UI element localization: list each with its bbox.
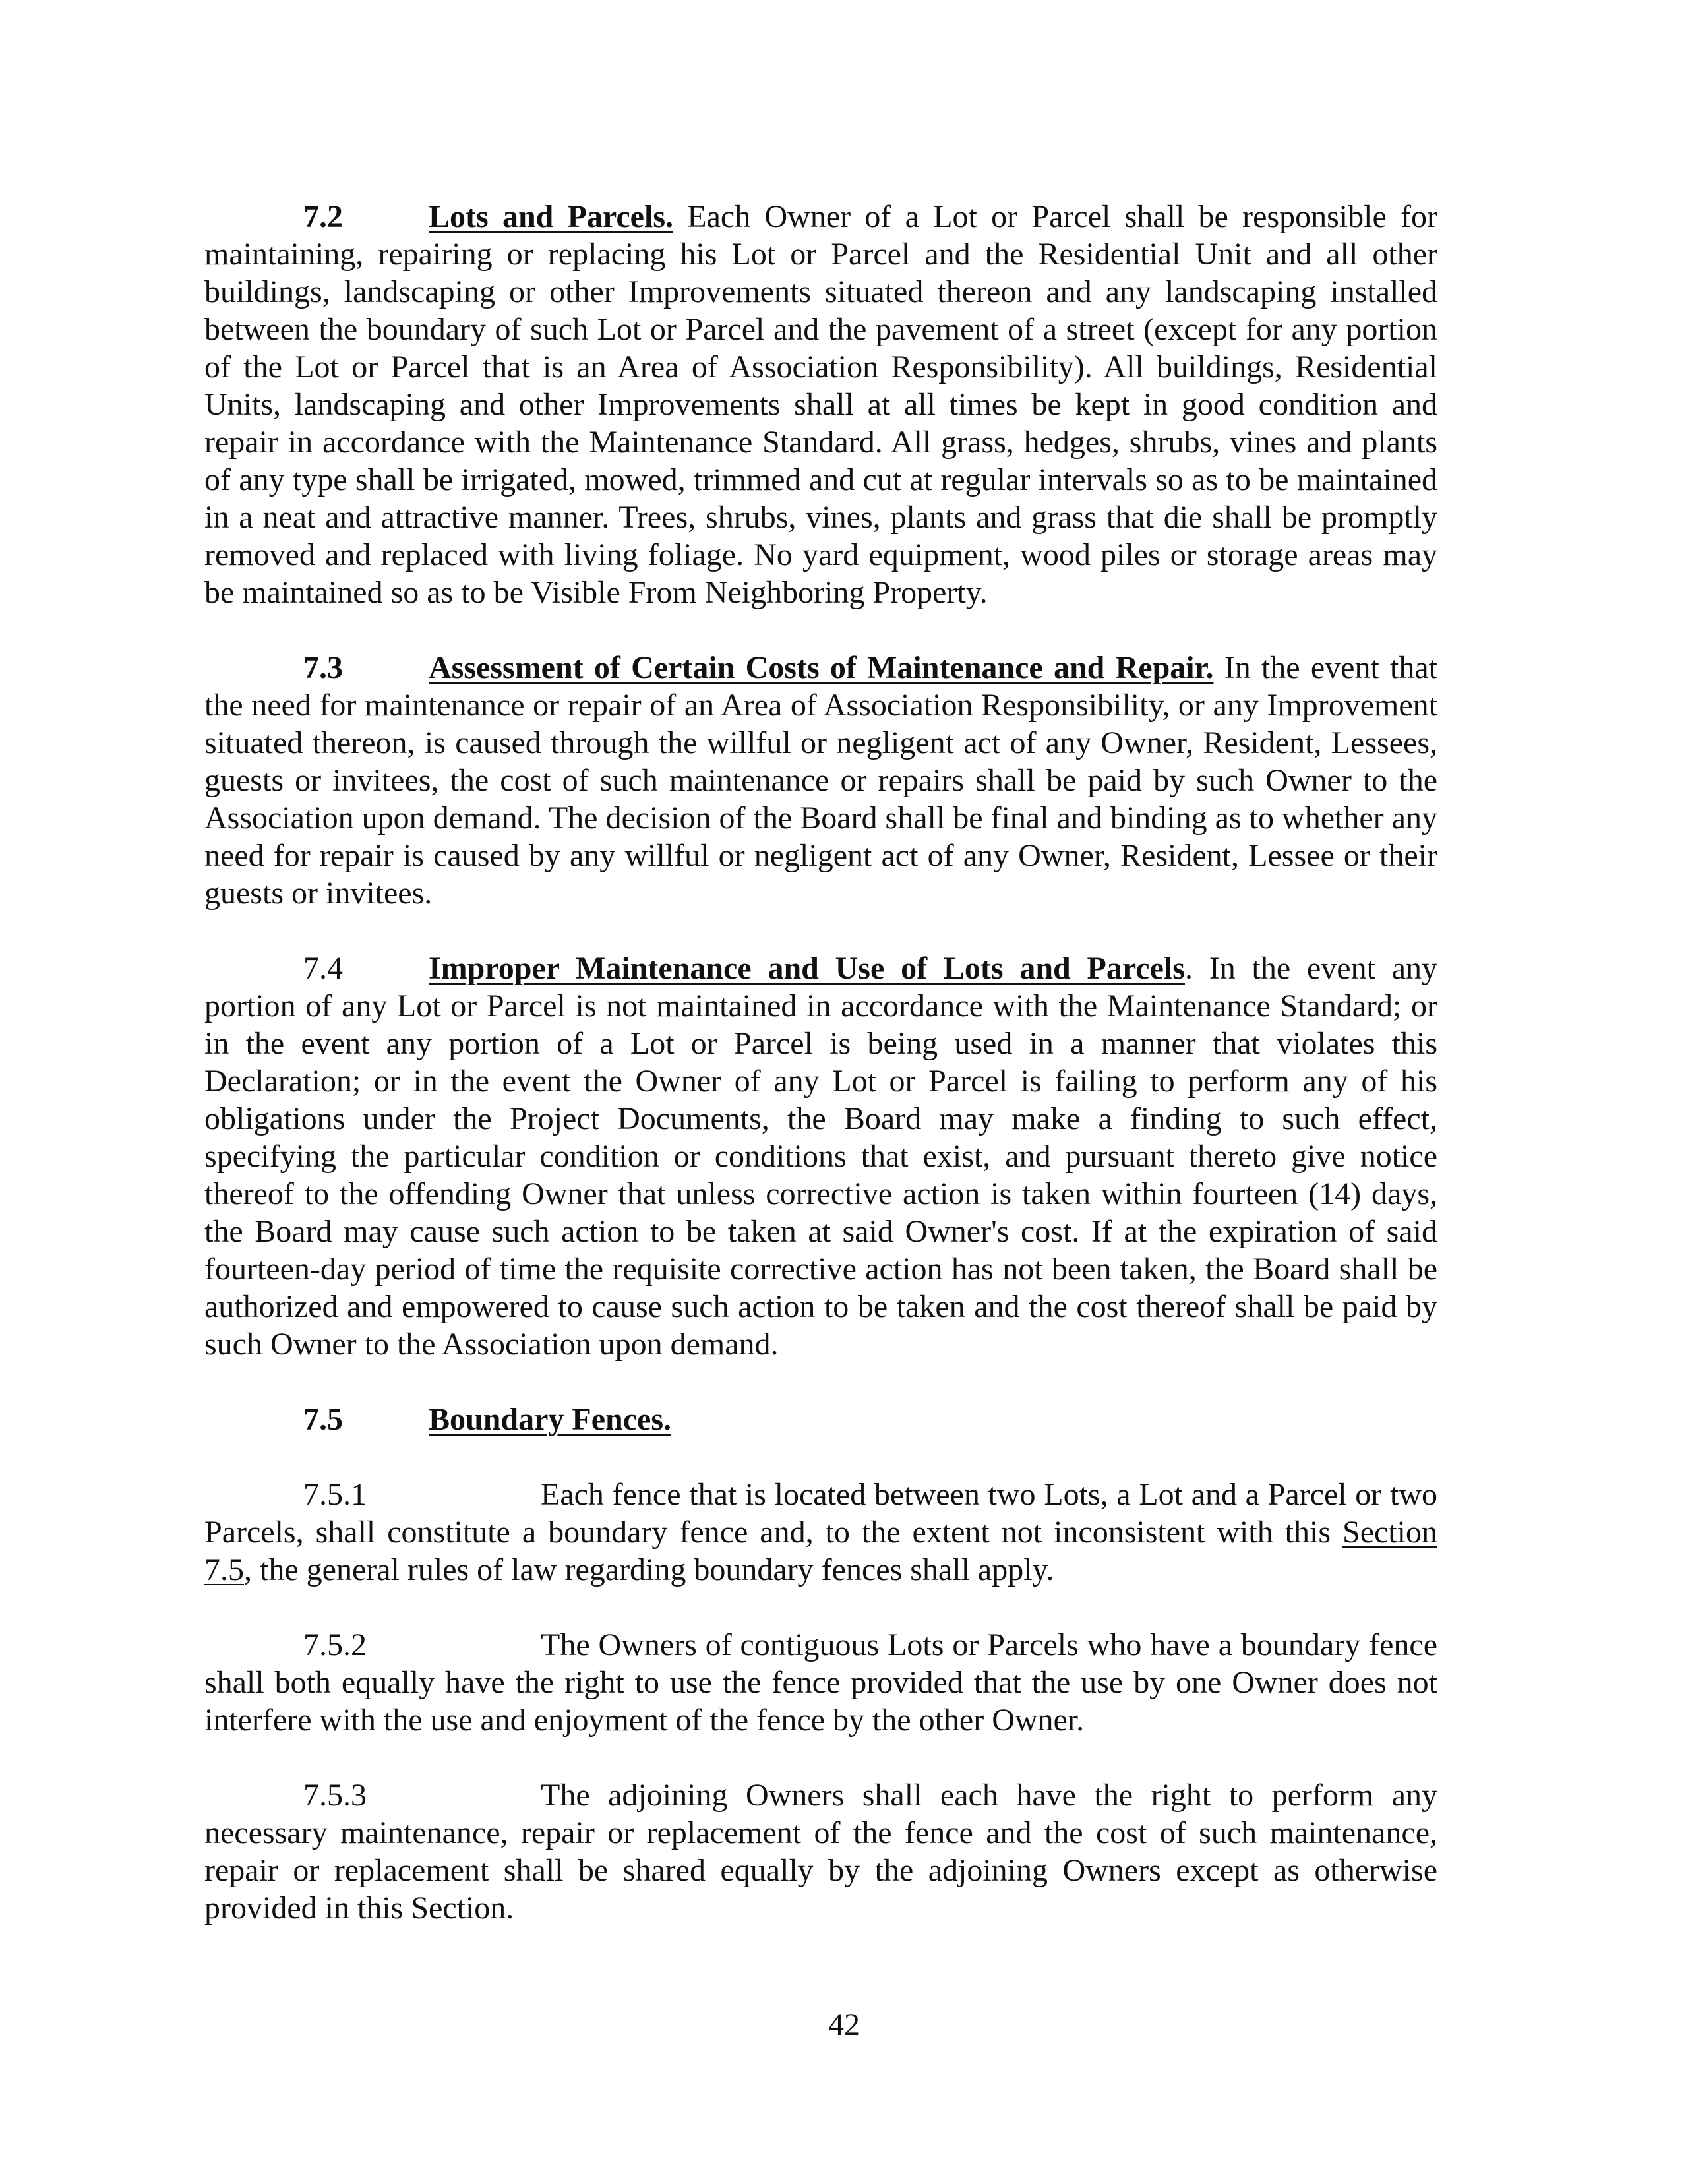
section-heading: Lots and Parcels. (429, 199, 674, 234)
section-number: 7.4 (303, 951, 343, 986)
section-body-continued: , the general rules of law regarding boundary fences shall apply. (244, 1552, 1054, 1587)
section-number: 7.2 (303, 199, 343, 234)
section-7-4 (204, 950, 1437, 1363)
document-page (204, 198, 1437, 1927)
page-number: 42 (828, 2007, 860, 2042)
section-7-2 (204, 198, 1437, 611)
section-heading: Boundary Fences. (429, 1402, 672, 1437)
section-7-3 (204, 649, 1437, 912)
section-body: In the event that the need for maintenance or repair of an Area of Association Responsibility, or any Improvement situated thereon, is caused through the willful or negligent act of any Owner, Resident, Lessees, guests or invitees, the cost of such maintenance or repairs shall be paid by such Owner to the Association upon demand. The decision of the Board shall be final and binding as to whether any need for repair is caused by any willful or negligent act of any Owner, Resident, Lessee or their guests or invitees. (204, 650, 1438, 911)
section-number: 7.5.3 (303, 1778, 367, 1813)
section-number: 7.3 (303, 650, 343, 685)
section-body: Each fence that is located between two Lots, a Lot and a Parcel or two Parcels, shall constitute a boundary fence and, to the extent not inconsistent with this (204, 1477, 1437, 1550)
section-number: 7.5 (303, 1402, 343, 1437)
section-7-5-2 (204, 1626, 1437, 1739)
section-heading: Assessment of Certain Costs of Maintenance and Repair. (429, 650, 1214, 685)
section-body: The Owners of contiguous Lots or Parcels who have a boundary fence shall both equally have the right to use the fence provided that the use by one Owner does not interfere with the use and enjoyment of the fence by the other Owner. (204, 1627, 1437, 1738)
section-7-5-1 (204, 1476, 1437, 1589)
section-body: Each Owner of a Lot or Parcel shall be responsible for maintaining, repairing or replacing his Lot or Parcel and the Residential Unit and all other buildings, landscaping or other Improvements situated thereon and any landscaping installed between the boundary of such Lot or Parcel and the pavement of a street (except for any portion of the Lot or Parcel that is an Area of Association Responsibility). All buildings, Residential Units, landscaping and other Improvements shall at all times be kept in good condition and repair in accordance with the Maintenance Standard. All grass, hedges, shrubs, vines and plants of any type shall be irrigated, mowed, trimmed and cut at regular intervals so as to be maintained in a neat and attractive manner. Trees, shrubs, vines, plants and grass that die shall be promptly removed and replaced with living foliage. No yard equipment, wood piles or storage areas may be maintained so as to be Visible From Neighboring Property. (204, 199, 1438, 610)
section-7-5 (204, 1401, 1437, 1438)
section-body: The adjoining Owners shall each have the right to perform any necessary maintenance, repair or replacement of the fence and the cost of such maintenance, repair or replacement shall be shared equally by the adjoining Owners except as otherwise provided in this Section. (204, 1778, 1437, 1926)
heading-period: . (1184, 951, 1193, 986)
section-number: 7.5.2 (303, 1627, 367, 1662)
section-number: 7.5.1 (303, 1477, 367, 1512)
section-7-5-3 (204, 1776, 1437, 1927)
section-cross-reference: Section 7.5 (204, 1515, 1437, 1587)
section-body: In the event any portion of any Lot or Parcel is not maintained in accordance with the Maintenance Standard; or in the event any portion of a Lot or Parcel is being used in a manner that violates this Declaration; or in the event the Owner of any Lot or Parcel is failing to perform any of his obligations under the Project Documents, the Board may make a finding to such effect, specifying the particular condition or conditions that exist, and pursuant thereto give notice thereof to the offending Owner that unless corrective action is taken within fourteen (14) days, the Board may cause such action to be taken at said Owner's cost. If at the expiration of said fourteen-day period of time the requisite corrective action has not been taken, the Board shall be authorized and empowered to cause such action to be taken and the cost thereof shall be paid by such Owner to the Association upon demand. (204, 951, 1438, 1362)
section-heading: Improper Maintenance and Use of Lots and Parcels (429, 951, 1185, 986)
